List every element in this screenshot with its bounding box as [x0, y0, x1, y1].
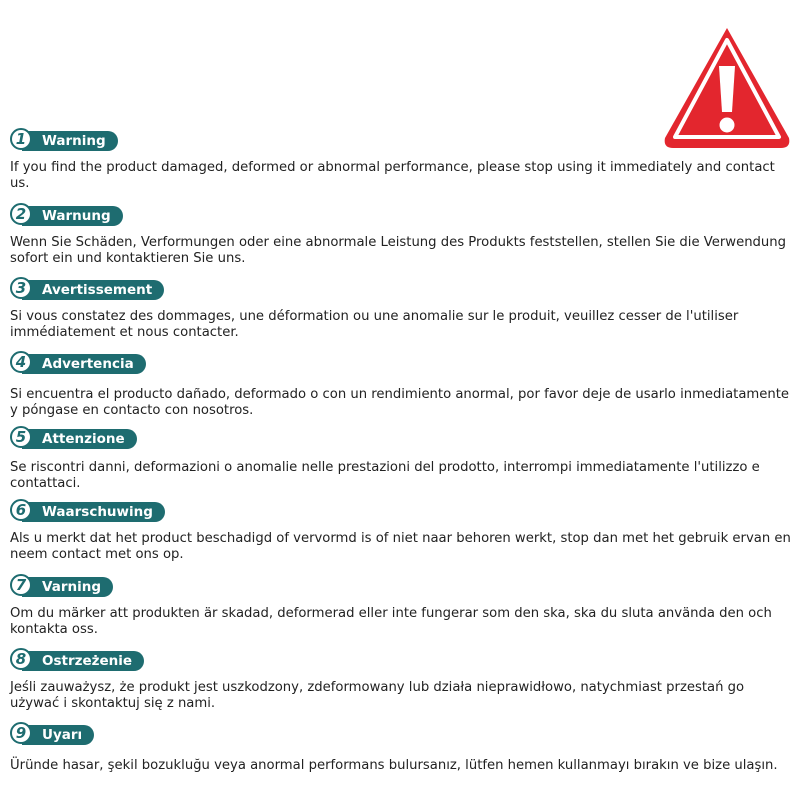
section-title: Avertissement: [22, 280, 164, 300]
section-number: 9: [10, 722, 32, 744]
section-text: Wenn Sie Schäden, Verformungen oder eine abnormale Leistung des Produkts feststellen, stellen Sie die Verwendung sofort ein und kontaktieren Sie uns.: [10, 235, 787, 266]
section-number: 6: [10, 499, 32, 521]
section-badge: [10, 574, 795, 596]
section-number: 3: [10, 277, 32, 299]
section-number: 1: [10, 128, 32, 150]
section-badge: [10, 499, 795, 521]
section-text: Als u merkt dat het product beschadigd of vervormd is of niet naar behoren werkt, stop dan met het gebruik ervan en neem contact met ons op.: [10, 531, 791, 562]
section-title: Varning: [22, 577, 113, 597]
section-badge: [10, 722, 795, 744]
section-badge: [10, 426, 795, 448]
section-number: 8: [10, 648, 32, 670]
section-text: Om du märker att produkten är skadad, deformerad eller inte fungerar som den ska, ska du sluta använda den och kontakta oss.: [10, 606, 772, 637]
warning-section-9: [10, 722, 795, 774]
section-title: Ostrzeżenie: [22, 651, 144, 671]
section-badge: [10, 203, 795, 225]
section-text: Si encuentra el producto dañado, deformado o con un rendimiento anormal, por favor deje de usarlo inmediatamente y póngase en contacto con nosotros.: [10, 387, 790, 418]
warning-section-8: [10, 648, 795, 711]
section-title: Warnung: [22, 206, 123, 226]
section-number: 7: [10, 574, 32, 596]
warning-section-2: [10, 203, 795, 266]
section-text: Üründe hasar, şekil bozukluğu veya anormal performans bulursanız, lütfen hemen kullanmayı bırakın ve bize ulaşın.: [10, 758, 778, 773]
section-badge: [10, 351, 795, 373]
section-number: 2: [10, 203, 32, 225]
section-badge: [10, 648, 795, 670]
warning-section-6: [10, 499, 795, 562]
section-text: If you find the product damaged, deformed or abnormal performance, please stop using it immediately and contact us.: [10, 160, 775, 191]
warning-section-4: [10, 351, 795, 418]
warning-section-5: [10, 426, 795, 491]
warning-section-7: [10, 574, 795, 637]
section-number: 5: [10, 426, 32, 448]
section-text: Jeśli zauważysz, że produkt jest uszkodzony, zdeformowany lub działa nieprawidłowo, natychmiast przestań go używać i skontaktuj się z nami.: [10, 680, 745, 711]
section-badge: [10, 277, 795, 299]
section-title: Uyarı: [22, 725, 94, 745]
section-text: Se riscontri danni, deformazioni o anomalie nelle prestazioni del prodotto, interrompi immediatamente l'utilizzo e contattaci.: [10, 460, 760, 491]
warning-section-1: [10, 128, 795, 191]
section-title: Warning: [22, 131, 118, 151]
warning-section-3: [10, 277, 795, 340]
section-text: Si vous constatez des dommages, une déformation ou une anomalie sur le produit, veuillez cesser de l'utiliser immédiatement et nous contacter.: [10, 309, 739, 340]
section-title: Attenzione: [22, 429, 137, 449]
section-title: Waarschuwing: [22, 502, 165, 522]
section-badge: [10, 128, 795, 150]
section-title: Advertencia: [22, 354, 146, 374]
section-number: 4: [10, 351, 32, 373]
